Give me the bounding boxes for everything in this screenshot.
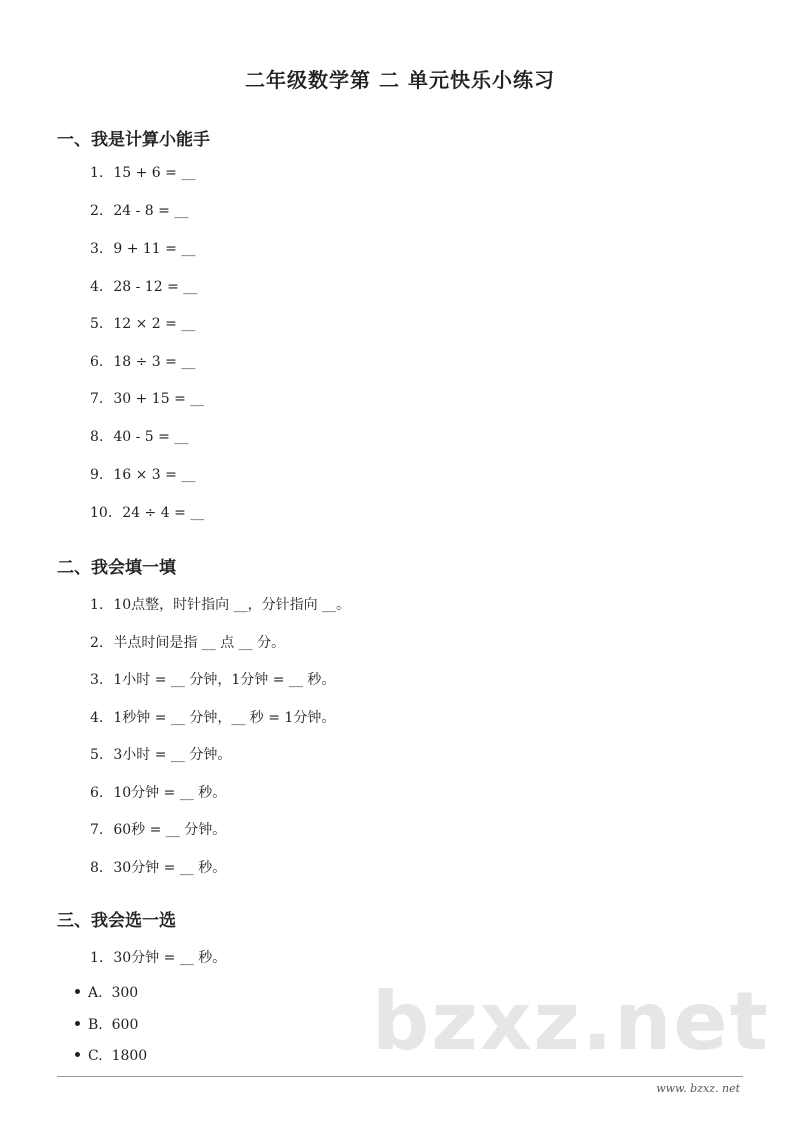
question-text: 1小时 = __ 分钟，1分钟 = __ 秒。: [113, 672, 336, 688]
question-item: [90, 279, 197, 295]
option-text: C. 1800: [88, 1048, 148, 1064]
question-number: 7.: [90, 391, 104, 407]
question-number: 6.: [90, 354, 104, 370]
question-item: [90, 632, 285, 652]
question-text: 1秒钟 = __ 分钟，__ 秒 = 1分钟。: [113, 710, 336, 726]
question-number: 2.: [90, 203, 104, 219]
question-item: [90, 744, 231, 764]
question-text: 15 + 6 = __: [113, 165, 196, 181]
question-number: 8.: [90, 860, 104, 876]
question-text: 12 × 2 = __: [113, 316, 196, 332]
question-text: 40 - 5 = __: [113, 429, 189, 445]
bullet-icon: [75, 989, 80, 994]
question-item: [90, 857, 226, 877]
question-item: [90, 391, 204, 407]
question-text: 24 ÷ 4 = __: [122, 505, 205, 521]
question-item: [90, 594, 350, 614]
question-text: 60秒 = __ 分钟。: [113, 822, 227, 838]
question-number: 4.: [90, 279, 104, 295]
section-heading-fill-in: 二、我会填一填: [57, 558, 176, 578]
question-number: 3.: [90, 672, 104, 688]
question-text: 28 - 12 = __: [113, 279, 198, 295]
question-text: 10分钟 = __ 秒。: [113, 785, 227, 801]
question-item: [90, 203, 188, 219]
option-text: A. 300: [88, 985, 139, 1001]
question-number: 4.: [90, 710, 104, 726]
question-number: 7.: [90, 822, 104, 838]
question-number: 1.: [90, 165, 104, 181]
question-text: 16 × 3 = __: [113, 467, 196, 483]
question-number: 3.: [90, 241, 104, 257]
footer-url: www. bzxz. net: [656, 1082, 740, 1095]
question-item: [90, 505, 204, 521]
question-text: 30分钟 = __ 秒。: [113, 860, 227, 876]
question-item: [90, 819, 226, 839]
question-text: 3小时 = __ 分钟。: [113, 747, 232, 763]
question-text: 9 + 11 = __: [113, 241, 196, 257]
question-text: 18 ÷ 3 = __: [113, 354, 196, 370]
footer-divider: [57, 1076, 743, 1077]
question-item: [90, 669, 335, 689]
question-item: [90, 707, 335, 727]
page-title: 二年级数学第 二 单元快乐小练习: [245, 68, 555, 92]
question-item: [90, 947, 226, 967]
watermark: bzxz.net: [372, 975, 770, 1068]
question-number: 1.: [90, 597, 104, 613]
question-item: [90, 354, 195, 370]
question-number: 5.: [90, 316, 104, 332]
question-item: [90, 165, 195, 181]
question-number: 1.: [90, 950, 104, 966]
question-item: [90, 782, 226, 802]
choice-option-b: [75, 1017, 138, 1033]
question-number: 10.: [90, 505, 113, 521]
question-item: [90, 241, 195, 257]
question-text: 半点时间是指 __ 点 __ 分。: [113, 635, 286, 651]
choice-option-a: [75, 985, 138, 1001]
question-item: [90, 467, 195, 483]
question-number: 6.: [90, 785, 104, 801]
bullet-icon: [75, 1021, 80, 1026]
section-heading-calculation: 一、我是计算小能手: [57, 130, 210, 150]
question-text: 30分钟 = __ 秒。: [113, 950, 227, 966]
option-text: B. 600: [88, 1017, 139, 1033]
question-number: 8.: [90, 429, 104, 445]
question-item: [90, 316, 195, 332]
question-number: 9.: [90, 467, 104, 483]
question-number: 5.: [90, 747, 104, 763]
bullet-icon: [75, 1052, 80, 1057]
question-text: 24 - 8 = __: [113, 203, 189, 219]
choice-option-c: [75, 1048, 147, 1064]
question-text: 30 + 15 = __: [113, 391, 205, 407]
question-item: [90, 429, 188, 445]
section-heading-multiple-choice: 三、我会选一选: [57, 911, 176, 931]
question-number: 2.: [90, 635, 104, 651]
question-text: 10点整，时针指向 __，分针指向 __。: [113, 597, 351, 613]
